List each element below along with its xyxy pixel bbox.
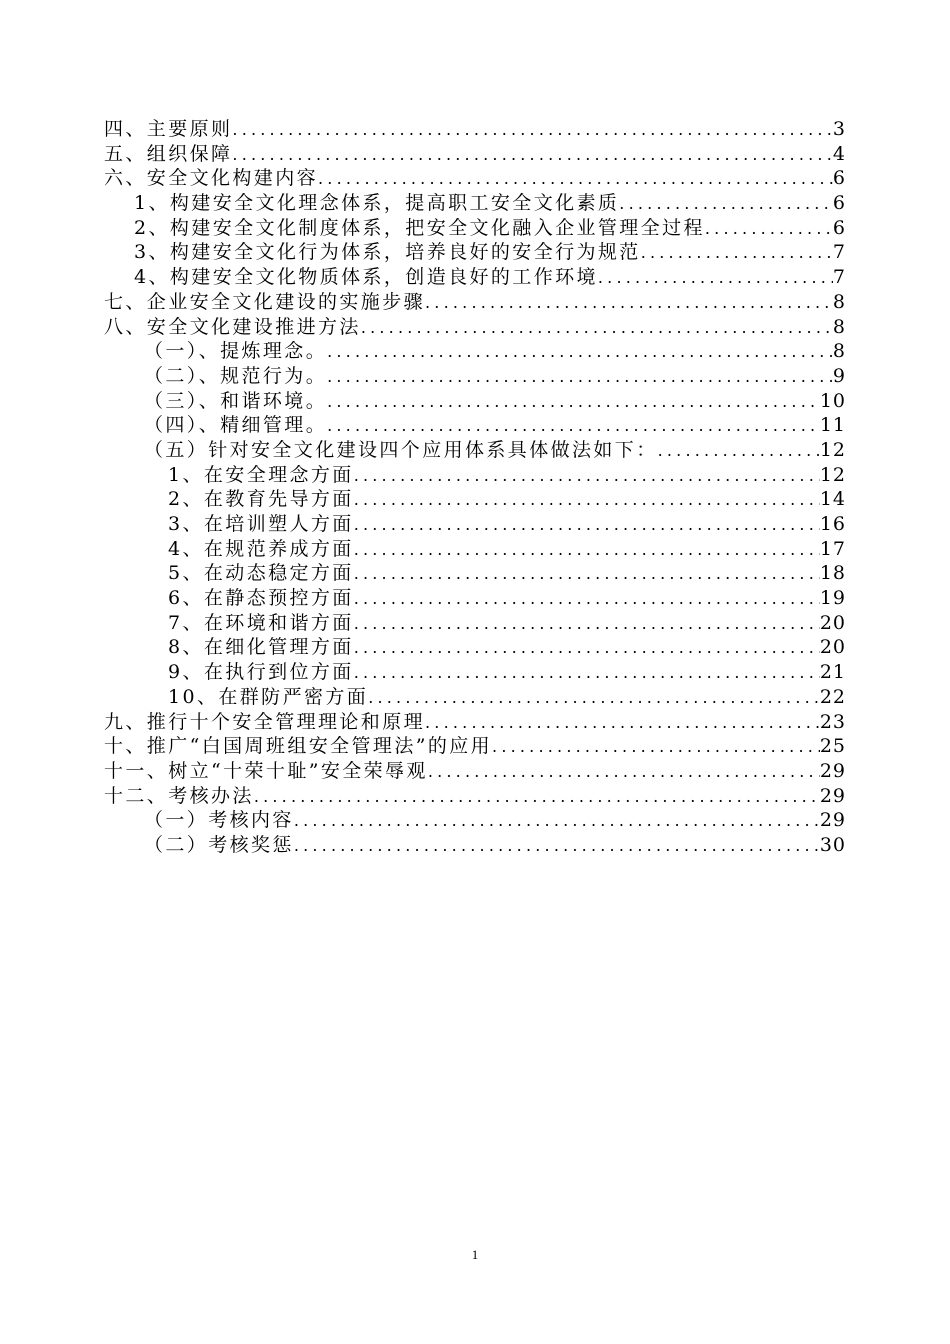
toc-dot-leader (254, 785, 820, 809)
toc-entry-page-number: 6 (832, 216, 846, 239)
toc-entry[interactable] (104, 240, 846, 265)
toc-dot-leader (294, 809, 820, 833)
toc-entry-title: 1、构建安全文化理念体系，提高职工安全文化素质 (134, 192, 620, 215)
toc-entry-title: 6、在静态预控方面 (168, 587, 354, 610)
toc-entry[interactable] (104, 166, 846, 191)
toc-entry-page-number: 7 (832, 266, 846, 289)
toc-dot-leader (598, 266, 833, 290)
toc-entry-title: 8、在细化管理方面 (168, 636, 354, 659)
toc-entry-page-number: 21 (819, 661, 846, 684)
toc-dot-leader (492, 735, 820, 759)
toc-dot-leader (232, 118, 833, 142)
toc-dot-leader (354, 464, 820, 488)
table-of-contents (104, 117, 846, 858)
toc-entry[interactable] (104, 290, 846, 315)
toc-entry[interactable] (104, 191, 846, 216)
toc-entry-title: （一）考核内容 (144, 809, 294, 832)
toc-entry[interactable] (104, 561, 846, 586)
toc-entry-title: 2、构建安全文化制度体系，把安全文化融入企业管理全过程 (134, 216, 705, 239)
toc-entry[interactable] (104, 833, 846, 858)
toc-entry-page-number: 14 (819, 488, 846, 511)
toc-dot-leader (327, 340, 833, 364)
toc-entry[interactable] (104, 784, 846, 809)
toc-dot-leader (294, 834, 820, 858)
toc-entry-title: 十一、树立“十荣十耻”安全荣辱观 (104, 759, 428, 782)
toc-entry[interactable] (104, 759, 846, 784)
toc-dot-leader (327, 365, 833, 389)
toc-dot-leader (232, 143, 833, 167)
toc-entry[interactable] (104, 611, 846, 636)
toc-dot-leader (368, 686, 820, 710)
toc-dot-leader (705, 217, 833, 241)
toc-entry-page-number: 17 (819, 537, 846, 560)
toc-entry[interactable] (104, 339, 846, 364)
toc-entry-page-number: 29 (819, 809, 846, 832)
toc-entry[interactable] (104, 364, 846, 389)
toc-dot-leader (354, 587, 820, 611)
toc-entry-title: 5、在动态稳定方面 (168, 562, 354, 585)
toc-entry-page-number: 7 (832, 241, 846, 264)
toc-entry-page-number: 29 (819, 784, 846, 807)
toc-entry-title: 4、在规范养成方面 (168, 537, 354, 560)
toc-entry-title: 五、组织保障 (104, 142, 233, 165)
toc-dot-leader (425, 291, 833, 315)
toc-entry-page-number: 8 (832, 315, 846, 338)
toc-entry-page-number: 8 (832, 290, 846, 313)
toc-dot-leader (354, 488, 820, 512)
toc-dot-leader (425, 711, 820, 735)
toc-entry-title: 四、主要原则 (104, 118, 233, 140)
toc-entry-title: （五）针对安全文化建设四个应用体系具体做法如下： (144, 438, 658, 461)
toc-entry[interactable] (104, 413, 846, 438)
toc-entry[interactable] (104, 660, 846, 685)
toc-dot-leader (318, 167, 833, 191)
toc-entry[interactable] (104, 315, 846, 340)
toc-entry[interactable] (104, 438, 846, 463)
toc-entry-title: 1、在安全理念方面 (168, 463, 354, 486)
toc-entry[interactable] (104, 265, 846, 290)
toc-entry-title: 9、在执行到位方面 (168, 661, 354, 684)
toc-entry-page-number: 20 (819, 611, 846, 634)
toc-entry-page-number: 6 (832, 192, 846, 215)
toc-entry[interactable] (104, 463, 846, 488)
toc-entry-title: （四）、精细管理。 (144, 414, 328, 437)
toc-entry[interactable] (104, 537, 846, 562)
toc-entry-page-number: 11 (819, 414, 846, 437)
toc-entry[interactable] (104, 216, 846, 241)
toc-dot-leader (619, 192, 833, 216)
toc-dot-leader (354, 562, 820, 586)
toc-entry[interactable] (104, 685, 846, 710)
toc-entry-title: 3、构建安全文化行为体系，培养良好的安全行为规范 (134, 241, 641, 264)
toc-dot-leader (354, 661, 820, 685)
toc-entry-title: （二）、规范行为。 (144, 364, 328, 387)
toc-entry-page-number: 30 (819, 833, 846, 856)
toc-dot-leader (641, 241, 833, 265)
toc-entry-title: （一）、提炼理念。 (144, 340, 328, 363)
toc-entry-page-number: 16 (819, 513, 846, 535)
toc-entry[interactable] (104, 117, 846, 142)
toc-entry-title: 六、安全文化构建内容 (104, 167, 319, 190)
toc-dot-leader (658, 439, 820, 463)
toc-entry-page-number: 6 (832, 167, 846, 190)
toc-entry[interactable] (104, 734, 846, 759)
toc-entry[interactable] (104, 635, 846, 660)
toc-dot-leader (354, 538, 820, 562)
toc-entry-page-number: 25 (819, 735, 846, 758)
toc-entry-page-number: 23 (819, 710, 846, 733)
toc-entry-page-number: 3 (832, 118, 846, 140)
toc-entry[interactable] (104, 142, 846, 167)
toc-entry-page-number: 19 (819, 587, 846, 610)
toc-entry-title: 八、安全文化建设推进方法 (104, 315, 361, 338)
toc-entry-title: 4、构建安全文化物质体系，创造良好的工作环境 (134, 266, 598, 289)
toc-entry-title: 7、在环境和谐方面 (168, 611, 354, 634)
toc-dot-leader (354, 612, 820, 636)
page-number: 1 (471, 1247, 479, 1262)
toc-dot-leader (361, 316, 833, 340)
toc-entry[interactable] (104, 389, 846, 414)
toc-entry-title: 七、企业安全文化建设的实施步骤 (104, 290, 426, 313)
toc-entry-page-number: 20 (819, 636, 846, 659)
toc-entry-page-number: 12 (819, 463, 846, 486)
toc-entry-page-number: 9 (832, 364, 846, 387)
toc-entry[interactable] (104, 808, 846, 833)
toc-entry-title: （三）、和谐环境。 (144, 389, 328, 412)
toc-entry-title: 十、推广“白国周班组安全管理法”的应用 (104, 735, 493, 758)
toc-entry[interactable] (104, 710, 846, 735)
toc-entry-title: 10、在群防严密方面 (168, 685, 369, 708)
toc-dot-leader (327, 390, 820, 414)
toc-entry[interactable] (104, 586, 846, 611)
toc-entry-page-number: 12 (819, 438, 846, 461)
toc-entry[interactable] (104, 512, 846, 537)
toc-entry[interactable] (104, 487, 846, 512)
toc-dot-leader (428, 760, 820, 784)
toc-dot-leader (327, 414, 820, 438)
toc-entry-page-number: 29 (819, 759, 846, 782)
toc-entry-page-number: 8 (832, 340, 846, 363)
toc-entry-page-number: 10 (819, 389, 846, 412)
toc-entry-title: 3、在培训塑人方面 (168, 513, 354, 535)
toc-dot-leader (354, 636, 820, 660)
toc-entry-title: （二）考核奖惩 (144, 833, 294, 856)
toc-dot-leader (354, 513, 820, 537)
toc-entry-title: 九、推行十个安全管理理论和原理 (104, 710, 426, 733)
toc-entry-title: 2、在教育先导方面 (168, 488, 354, 511)
toc-entry-page-number: 22 (819, 685, 846, 708)
toc-entry-title: 十二、考核办法 (104, 784, 254, 807)
toc-entry-page-number: 18 (819, 562, 846, 585)
toc-entry-page-number: 4 (832, 142, 846, 165)
